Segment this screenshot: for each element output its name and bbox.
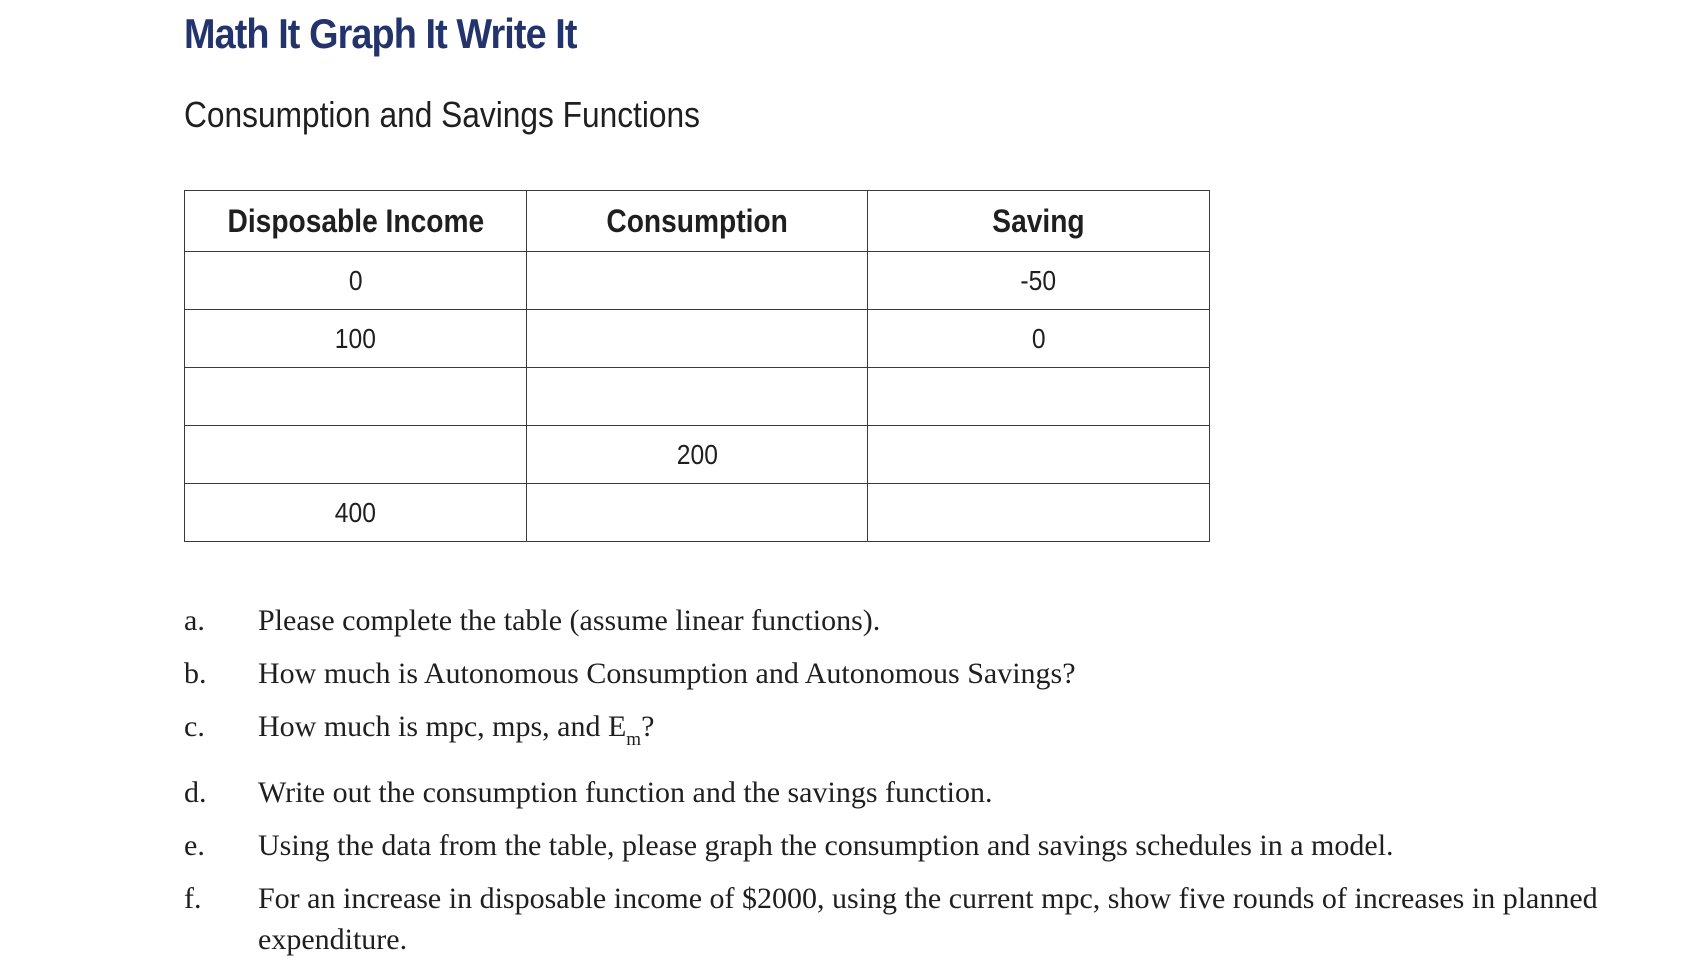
income-consumption-saving-table [184, 190, 1210, 542]
question-text: How much is mpc, mps, and $E_m$? [258, 710, 655, 750]
table-row [185, 252, 1210, 310]
table-cell: -50 [868, 252, 1210, 310]
table-cell [868, 426, 1210, 484]
column-header-saving: Saving [868, 191, 1210, 252]
table-row [185, 484, 1210, 542]
table-cell [526, 484, 868, 542]
column-header-disposable-income: Disposable Income [185, 191, 527, 252]
table-row [185, 310, 1210, 368]
question-f [184, 878, 1654, 960]
question-text: Please complete the table (assume linear functions). [258, 604, 881, 637]
question-text: Write out the consumption function and the savings function. [258, 776, 993, 809]
question-letter: d. [184, 776, 207, 809]
table-cell [868, 484, 1210, 542]
table-cell: 0 [868, 310, 1210, 368]
question-d [184, 772, 1654, 813]
table-row [185, 426, 1210, 484]
column-header-consumption: Consumption [526, 191, 868, 252]
table-cell [526, 252, 868, 310]
section-title: Consumption and Savings Functions [184, 94, 700, 135]
table-cell [185, 368, 527, 426]
question-text: For an increase in disposable income of $2000, using the current mpc, show five rounds of increases in planned expenditure. [258, 882, 1598, 956]
subscript-m: m [626, 729, 642, 750]
question-b [184, 653, 1654, 694]
question-letter: e. [184, 829, 205, 862]
table-cell [526, 368, 868, 426]
table-header-row [185, 191, 1210, 252]
question-a [184, 600, 1654, 641]
question-letter: b. [184, 657, 207, 690]
question-text: How much is Autonomous Consumption and Autonomous Savings? [258, 657, 1076, 690]
page-title: Math It Graph It Write It [184, 10, 577, 57]
table-cell: 200 [526, 426, 868, 484]
table-row [185, 368, 1210, 426]
question-e [184, 825, 1654, 866]
table-cell [868, 368, 1210, 426]
table-cell [185, 426, 527, 484]
table-cell: 100 [185, 310, 527, 368]
question-letter: a. [184, 604, 205, 637]
question-text: Using the data from the table, please graph the consumption and savings schedules in a model. [258, 829, 1394, 862]
table-cell [526, 310, 868, 368]
question-list [184, 600, 1654, 972]
question-letter: c. [184, 710, 205, 743]
question-c [184, 706, 1654, 760]
question-letter: f. [184, 882, 202, 915]
table-cell: 0 [185, 252, 527, 310]
table-cell: 400 [185, 484, 527, 542]
